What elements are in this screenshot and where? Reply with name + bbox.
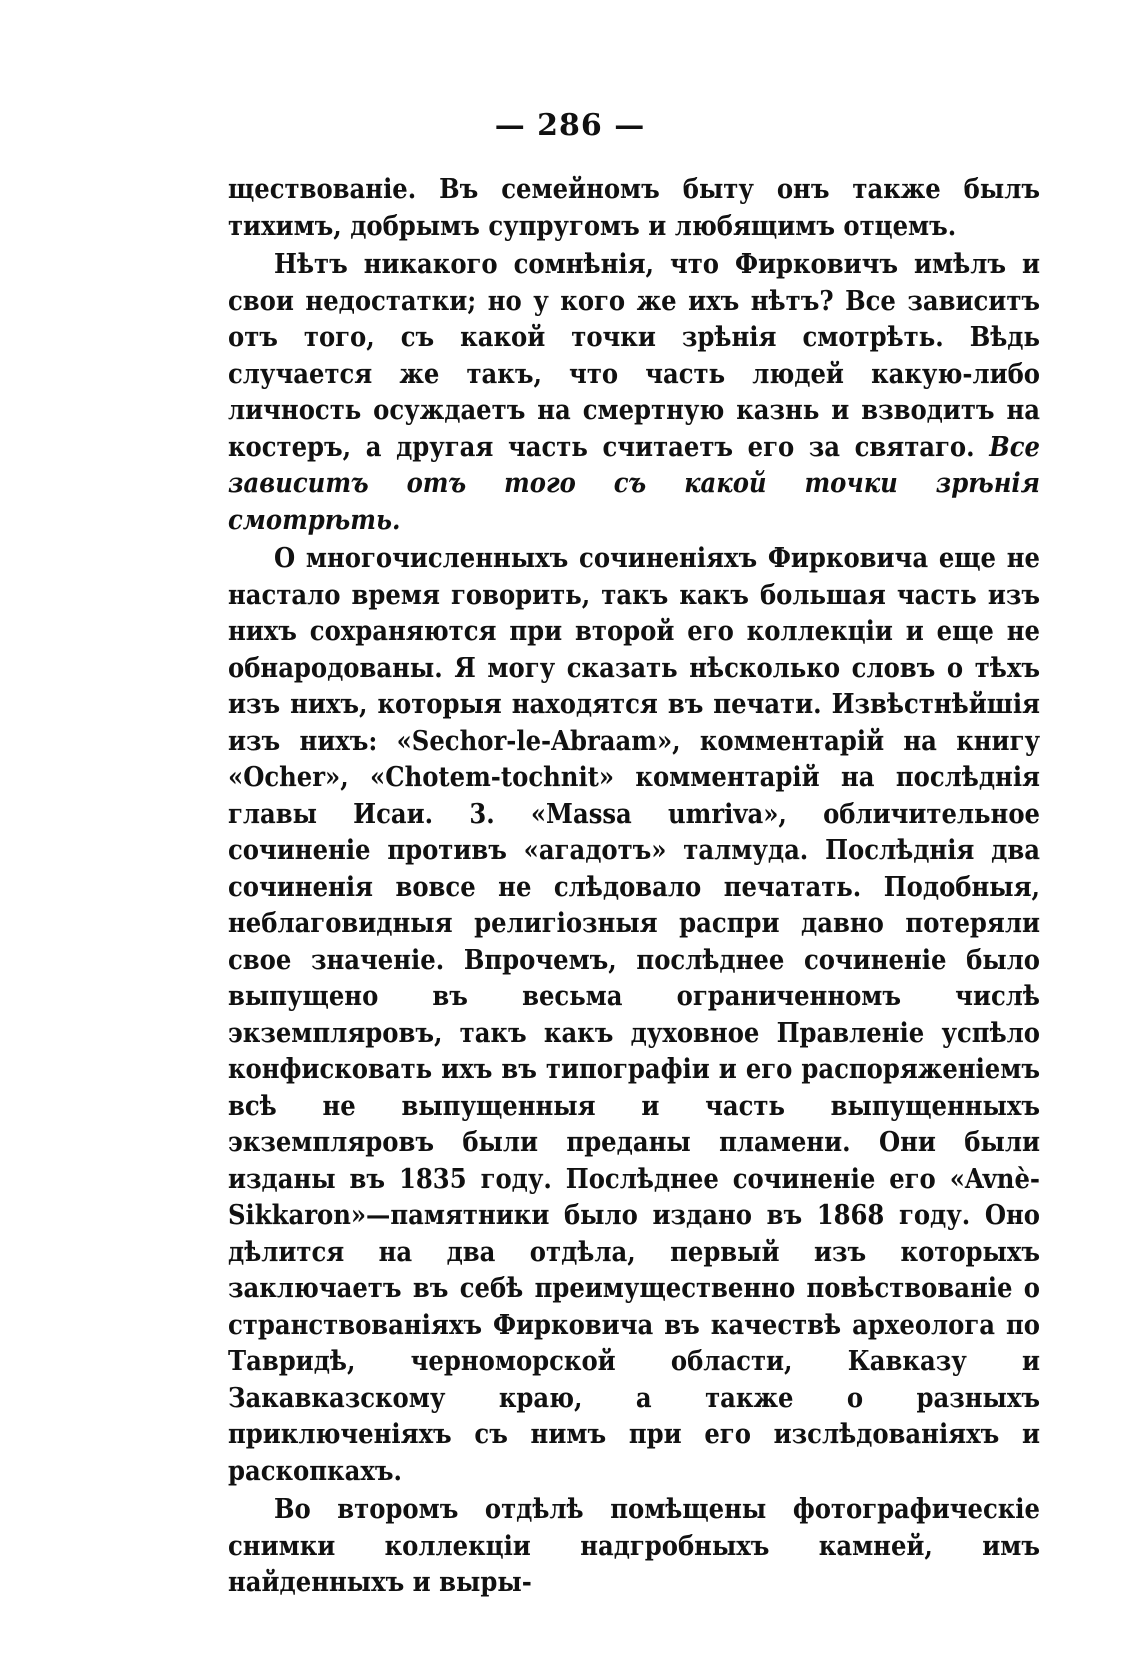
paragraph-1: ществованіе. Въ семейномъ быту онъ также былъ тихимъ, добрымъ супругомъ и любящимъ отцемъ.: [228, 174, 1040, 242]
paragraph-2-emphasis: Все зависитъ отъ того съ какой точки зрѣнія смотрѣть.: [228, 431, 1040, 536]
paragraph-4: Во второмъ отдѣлѣ помѣщены фотографическіе снимки коллекціи надгробныхъ камней, имъ найденныхъ и выры-: [228, 1494, 1040, 1598]
page-number: — 286 —: [494, 108, 646, 143]
paragraph-3: О многочисленныхъ сочиненіяхъ Фирковича еще не настало время говорить, такъ какъ большая часть изъ нихъ сохраняются при второй его коллекціи и еще не обнародованы. Я могу сказать нѣсколько словъ о тѣхъ изъ нихъ, которыя находятся въ печати. Извѣстнѣйшія изъ нихъ: «Sechor-le-Abraam», комментарій на книгу «Ocher», «Chotem-tochnit» комментарій на послѣднія главы Исаи. 3. «Massa umriva», обличительное сочиненіе противъ «агадотъ» талмуда. Послѣднія два сочиненія вовсе не слѣдовало печатать. Подобныя, неблаговидныя религіозныя распри давно потеряли свое значеніе. Впрочемъ, послѣднее сочиненіе было выпущено въ весьма ограниченномъ числѣ экземпляровъ, такъ какъ духовное Правленіе успѣло конфисковать ихъ въ типографіи и его распоряженіемъ всѣ не выпущенныя и часть выпущенныхъ экземпляровъ были преданы пламени. Они были изданы въ 1835 году. Послѣднее сочиненіе его «Avnè-Sikkaron»—памятники было издано въ 1868 году. Оно дѣлится на два отдѣла, первый изъ которыхъ заключаетъ въ себѣ преимущественно повѣствованіе о странствованіяхъ Фирковича въ качествѣ археолога по Тавридѣ, черноморской области, Кавказу и Закавказскому краю, а также о разныхъ приключеніяхъ съ нимъ при его изслѣдованіяхъ и раскопкахъ.: [228, 543, 1040, 1487]
body-text: [228, 172, 1040, 1602]
paragraph-2: [228, 247, 1040, 539]
paragraph-2-text: Нѣтъ никакого сомнѣнія, что Фирковичъ имѣлъ и свои недостатки; но у кого же ихъ нѣтъ? Все зависитъ отъ того, съ какой точки зрѣнія смотрѣть. Вѣдь случается же такъ, что часть людей какую-либо личность осуждаетъ на смертную казнь и взводитъ на костеръ, а другая часть считаетъ его за святаго.: [228, 249, 1040, 463]
